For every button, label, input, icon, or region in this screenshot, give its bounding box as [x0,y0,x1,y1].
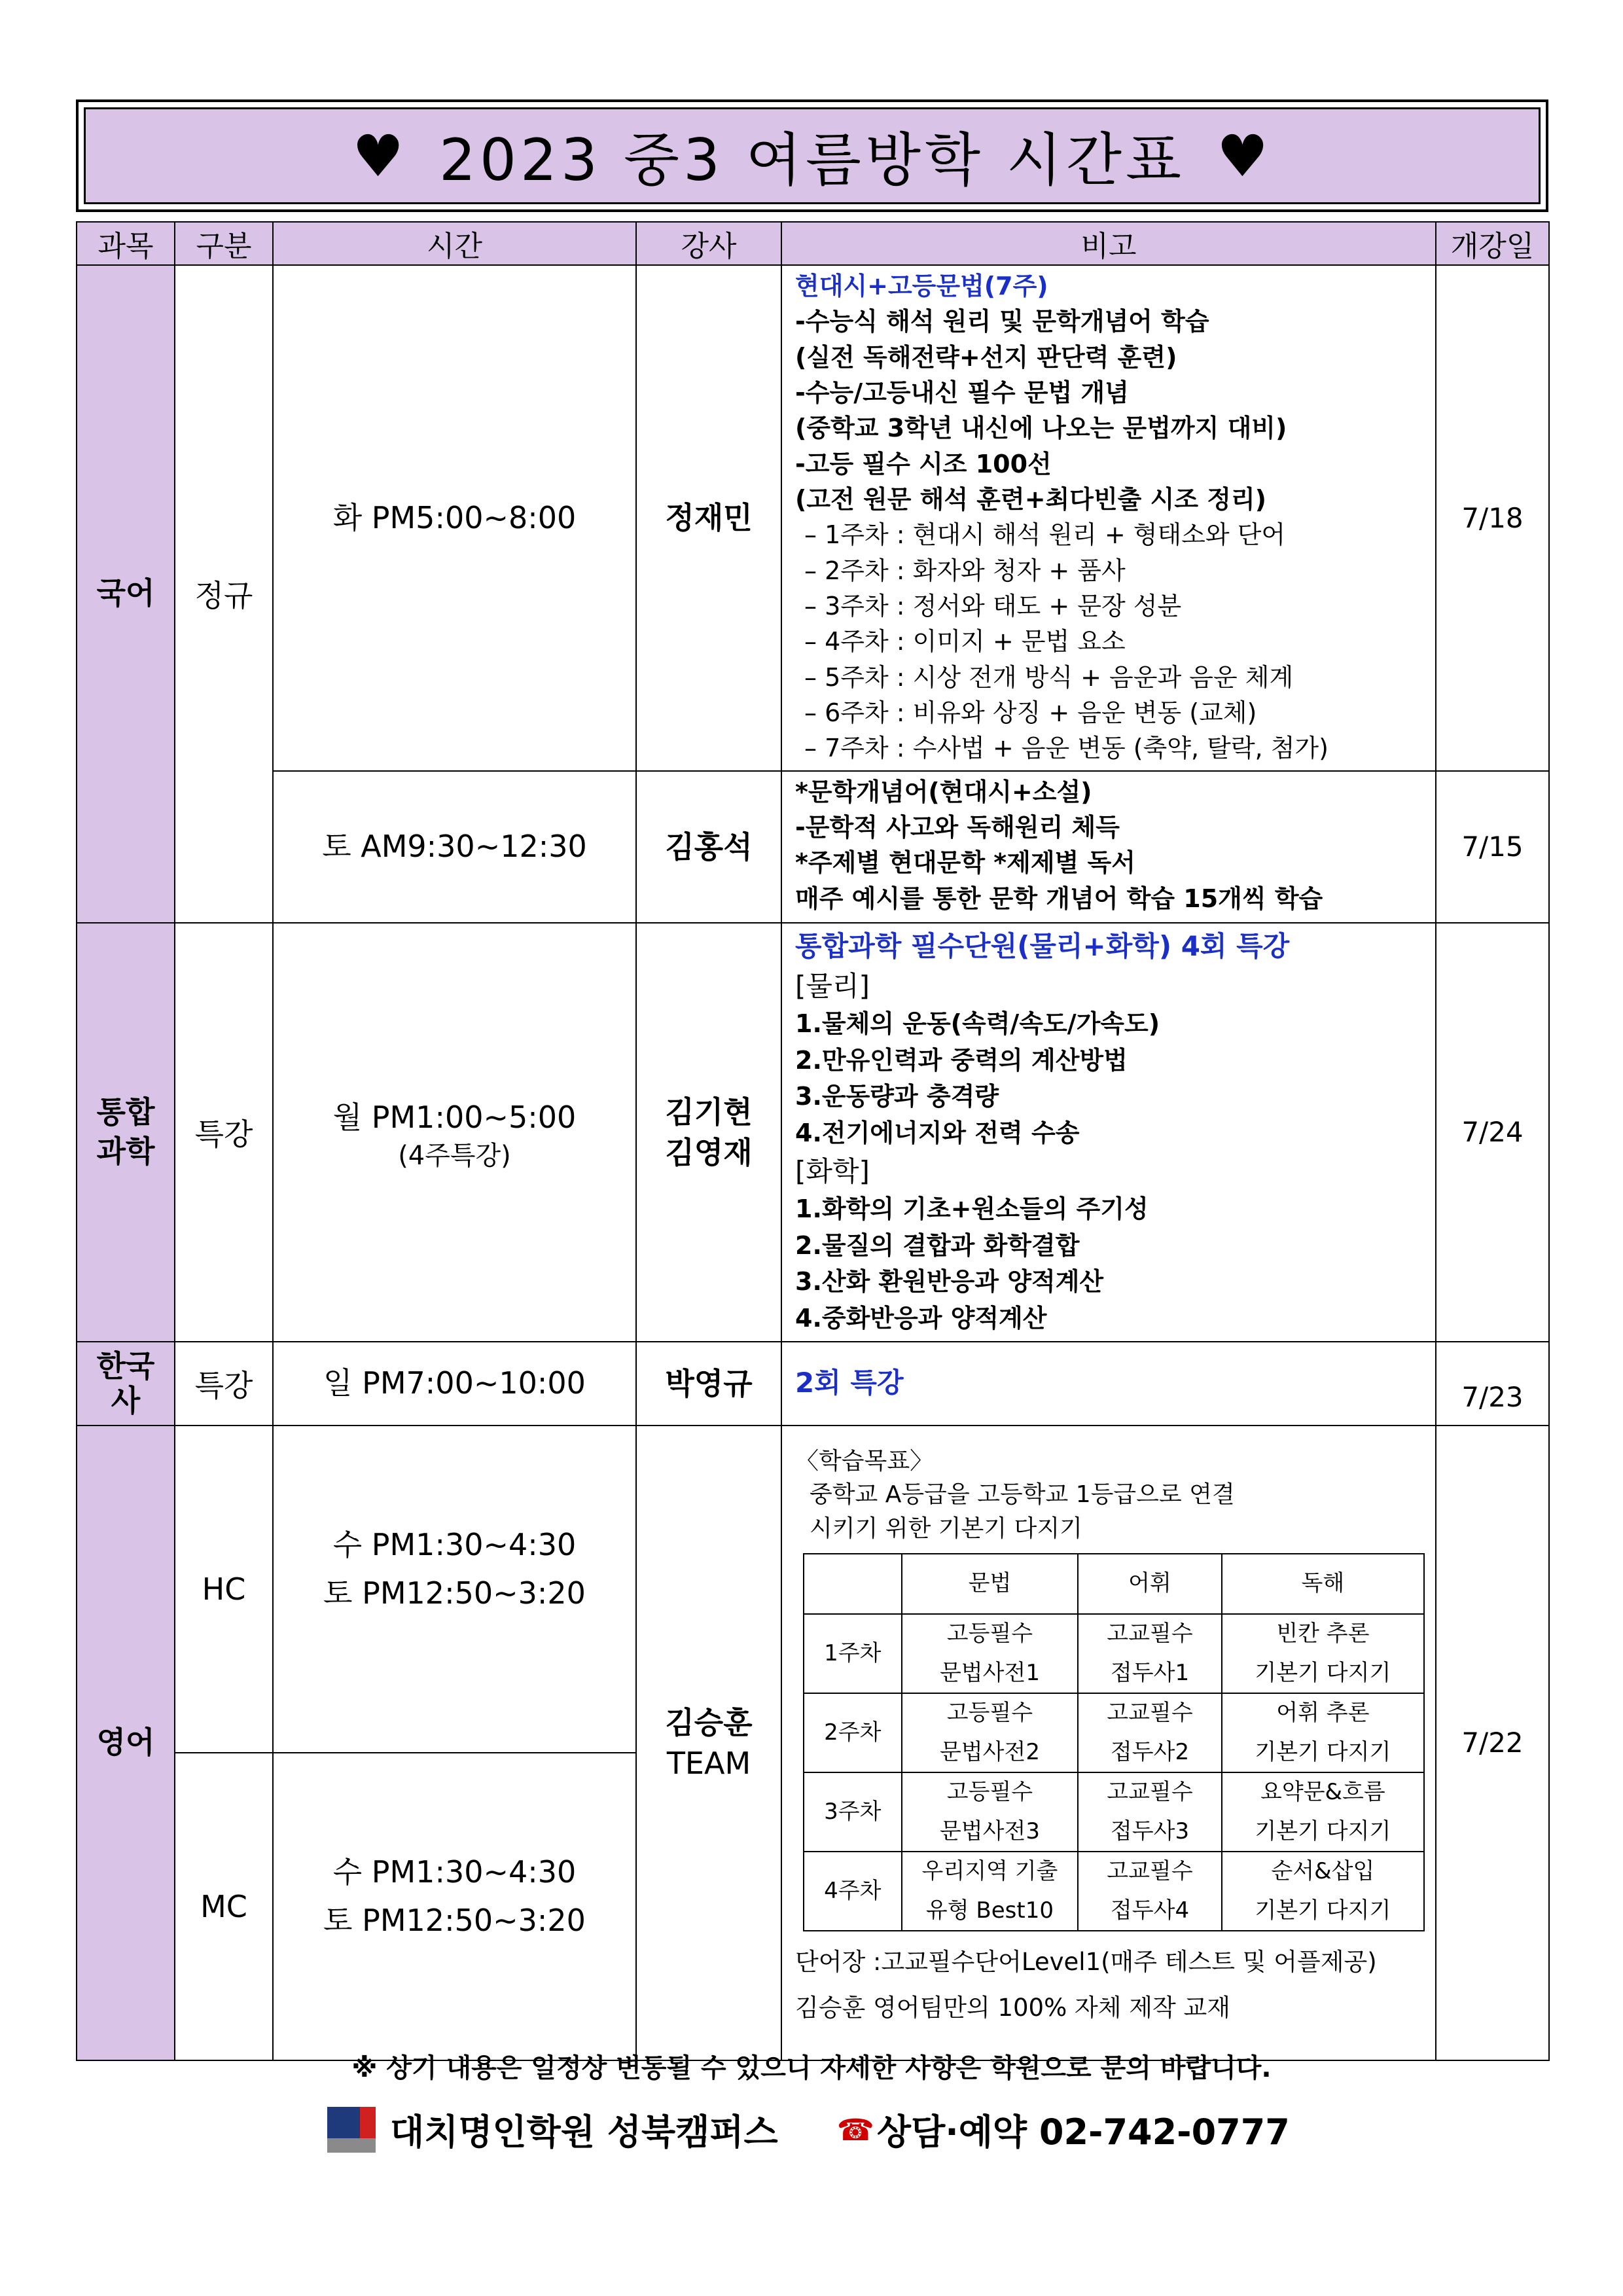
reading-cell: 빈칸 추론 기본기 다지기 [1222,1614,1424,1693]
time-line: 월 PM1:00~5:00 [332,1099,577,1135]
vocab-cell: 고교필수 접두사2 [1078,1693,1221,1772]
phone-icon: ☎ [836,2111,874,2147]
inner-row [804,1852,1424,1931]
note-line: 3.운동량과 충격량 [795,1082,999,1111]
week-line: – 1주차 : 현대시 해석 원리 + 형태소와 단어 [804,520,1286,550]
note-line: 1.화학의 기초+원소들의 주기성 [795,1194,1149,1224]
time-cell [273,923,636,1342]
academy-name: 대치명인학원 성북캠퍼스 [390,2111,778,2153]
subject-line: 통합 [96,1094,155,1130]
table-row [77,1342,1549,1426]
time-line: 수 PM1:30~4:30 [332,1854,577,1890]
reading-cell: 순서&삽입 기본기 다지기 [1222,1852,1424,1931]
open-date: 7/24 [1436,923,1549,1342]
subject-line: 한국 [96,1348,155,1384]
header-open-date: 개강일 [1436,222,1549,265]
category-special: 특강 [175,923,273,1342]
vocab-cell: 고교필수 접두사4 [1078,1852,1221,1931]
page-title [84,107,1541,204]
note-title: 현대시+고등문법(7주) [795,272,1048,300]
category-special: 특강 [175,1342,273,1426]
note-line: (중학교 3학년 내신에 나오는 문법까지 대비) [795,414,1287,443]
teacher-cell: 김홍석 [636,771,781,923]
teacher-cell [636,1426,781,2060]
open-date: 7/23 [1436,1342,1549,1426]
note-cell [781,265,1436,771]
inner-row [804,1614,1424,1693]
vocab-book-line: 단어장 :고교필수단어Level1(매주 테스트 및 어플제공) [795,1948,1377,1976]
inner-row [804,1772,1424,1852]
week-cell: 2주차 [804,1693,902,1772]
header-row [77,222,1549,265]
week-line: – 3주차 : 정서와 태도 + 문장 성분 [804,591,1182,620]
week-cell: 4주차 [804,1852,902,1931]
teacher-cell: 박영규 [636,1342,781,1426]
note-line: -고등 필수 시조 100선 [795,449,1052,478]
note-line: *주제별 현대문학 *제제별 독서 [795,848,1135,878]
open-date: 7/15 [1436,771,1549,923]
subject-line: 사 [111,1382,141,1418]
goal-line: 중학교 A등급을 고등학교 1등급으로 연결 [810,1481,1235,1509]
note-line: (실전 독해전략+선지 판단력 훈련) [795,342,1177,372]
physics-label: [물리] [795,969,870,1002]
time-note: (4주특강) [398,1141,511,1172]
grammar-cell: 고등필수 문법사전1 [902,1614,1079,1693]
time-cell: 토 AM9:30~12:30 [273,771,636,923]
category-mc: MC [175,1753,273,2060]
footer [327,2104,1290,2155]
week-line: – 5주차 : 시상 전개 방식 + 음운과 음운 체계 [804,662,1294,692]
time-line: 토 PM12:50~3:20 [323,1902,586,1938]
table-row [77,265,1549,771]
time-line: 토 PM12:50~3:20 [323,1575,586,1611]
open-date: 7/18 [1436,265,1549,771]
inner-header: 어휘 [1078,1554,1221,1614]
teacher-line: TEAM [666,1745,751,1781]
reading-cell: 어휘 추론 기본기 다지기 [1222,1693,1424,1772]
header-note: 비고 [781,222,1436,265]
subject-english: 영어 [77,1426,175,2060]
title-text: 2023 중3 여름방학 시간표 [439,126,1185,194]
category-regular: 정규 [175,265,273,923]
time-line: 수 PM1:30~4:30 [332,1527,577,1562]
note-line: 1.물체의 운동(속력/속도/가속도) [795,1009,1160,1039]
note-line: 2.만유인력과 중력의 계산방법 [795,1045,1128,1075]
chem-label: [화학] [795,1155,870,1188]
week-line: – 6주차 : 비유와 상징 + 음운 변동 (교체) [804,698,1257,727]
teacher-cell [636,923,781,1342]
time-cell: 화 PM5:00~8:00 [273,265,636,771]
grammar-cell: 우리지역 기출 유형 Best10 [902,1852,1079,1931]
time-cell: 일 PM7:00~10:00 [273,1342,636,1426]
reading-cell: 요약문&흐름 기본기 다지기 [1222,1772,1424,1852]
note-line: 4.중화반응과 양적계산 [795,1303,1047,1333]
grammar-cell: 고등필수 문법사전2 [902,1693,1079,1772]
vocab-cell: 고교필수 접두사3 [1078,1772,1221,1852]
subject-science [77,923,175,1342]
note-cell [781,1426,1436,2060]
english-curriculum-table [803,1553,1425,1931]
inner-header: 독해 [1222,1554,1424,1614]
teacher-line: 김영재 [665,1134,753,1170]
academy-logo-icon [327,2107,376,2153]
teacher-cell: 정재민 [636,265,781,771]
goal-label: 〈학습목표〉 [795,1447,934,1475]
note-line: 매주 예시를 통한 문학 개념어 학습 15개씩 학습 [795,884,1323,913]
header-category: 구분 [175,222,273,265]
note-line: 2.물질의 결합과 화학결합 [795,1230,1080,1260]
inner-row [804,1693,1424,1772]
note-line: (고전 원문 해석 훈련+최다빈출 시조 정리) [795,484,1267,514]
note-line: 4.전기에너지와 전력 수송 [795,1118,1080,1147]
week-line: – 7주차 : 수사법 + 음운 변동 (축약, 탈락, 첨가) [804,734,1329,763]
goal-line: 시키기 위한 기본기 다지기 [810,1515,1082,1542]
table-row [77,1426,1549,1753]
timetable [76,221,1550,2061]
grammar-cell: 고등필수 문법사전3 [902,1772,1079,1852]
heart-left-icon: ♥ [352,122,408,190]
inner-header [804,1554,902,1614]
contact-info: 상담·예약 02-742-0777 [876,2111,1290,2153]
material-line: 김승훈 영어팀만의 100% 자체 제작 교재 [795,1994,1230,2022]
note-line: -수능식 해석 원리 및 문학개념어 학습 [795,307,1209,336]
heart-right-icon: ♥ [1216,122,1272,190]
week-line: – 4주차 : 이미지 + 문법 요소 [804,627,1126,656]
footer-notice: ※ 상기 내용은 일정상 변동될 수 있으니 자세한 사항은 학원으로 문의 바랍니다. [351,2053,1272,2083]
teacher-line: 김승훈 [665,1704,753,1740]
note-line: -문학적 사고와 독해원리 체득 [795,812,1120,842]
category-hc: HC [175,1426,273,1753]
week-cell: 3주차 [804,1772,902,1852]
header-subject: 과목 [77,222,175,265]
header-teacher: 강사 [636,222,781,265]
note-line: -수능/고등내신 필수 문법 개념 [795,378,1129,407]
vocab-cell: 고교필수 접두사1 [1078,1614,1221,1693]
inner-header-row [804,1554,1424,1614]
note-line: 3.산화 환원반응과 양적계산 [795,1267,1104,1297]
subject-line: 과학 [96,1133,155,1169]
week-cell: 1주차 [804,1614,902,1693]
time-cell [273,1753,636,2060]
time-cell [273,1426,636,1753]
subject-korean: 국어 [77,265,175,923]
inner-header: 문법 [902,1554,1079,1614]
title-box [76,99,1548,212]
table-row [77,771,1549,923]
subject-history [77,1342,175,1426]
note-cell: 2회 특강 [781,1342,1436,1426]
note-line: *문학개념어(현대시+소설) [795,777,1092,806]
table-row [77,923,1549,1342]
note-cell [781,771,1436,923]
header-time: 시간 [273,222,636,265]
open-date: 7/22 [1436,1426,1549,2060]
note-cell [781,923,1436,1342]
note-title: 통합과학 필수단원(물리+화학) 4회 특강 [795,929,1290,962]
week-line: – 2주차 : 화자와 청자 + 품사 [804,556,1126,585]
teacher-line: 김기현 [665,1094,753,1130]
